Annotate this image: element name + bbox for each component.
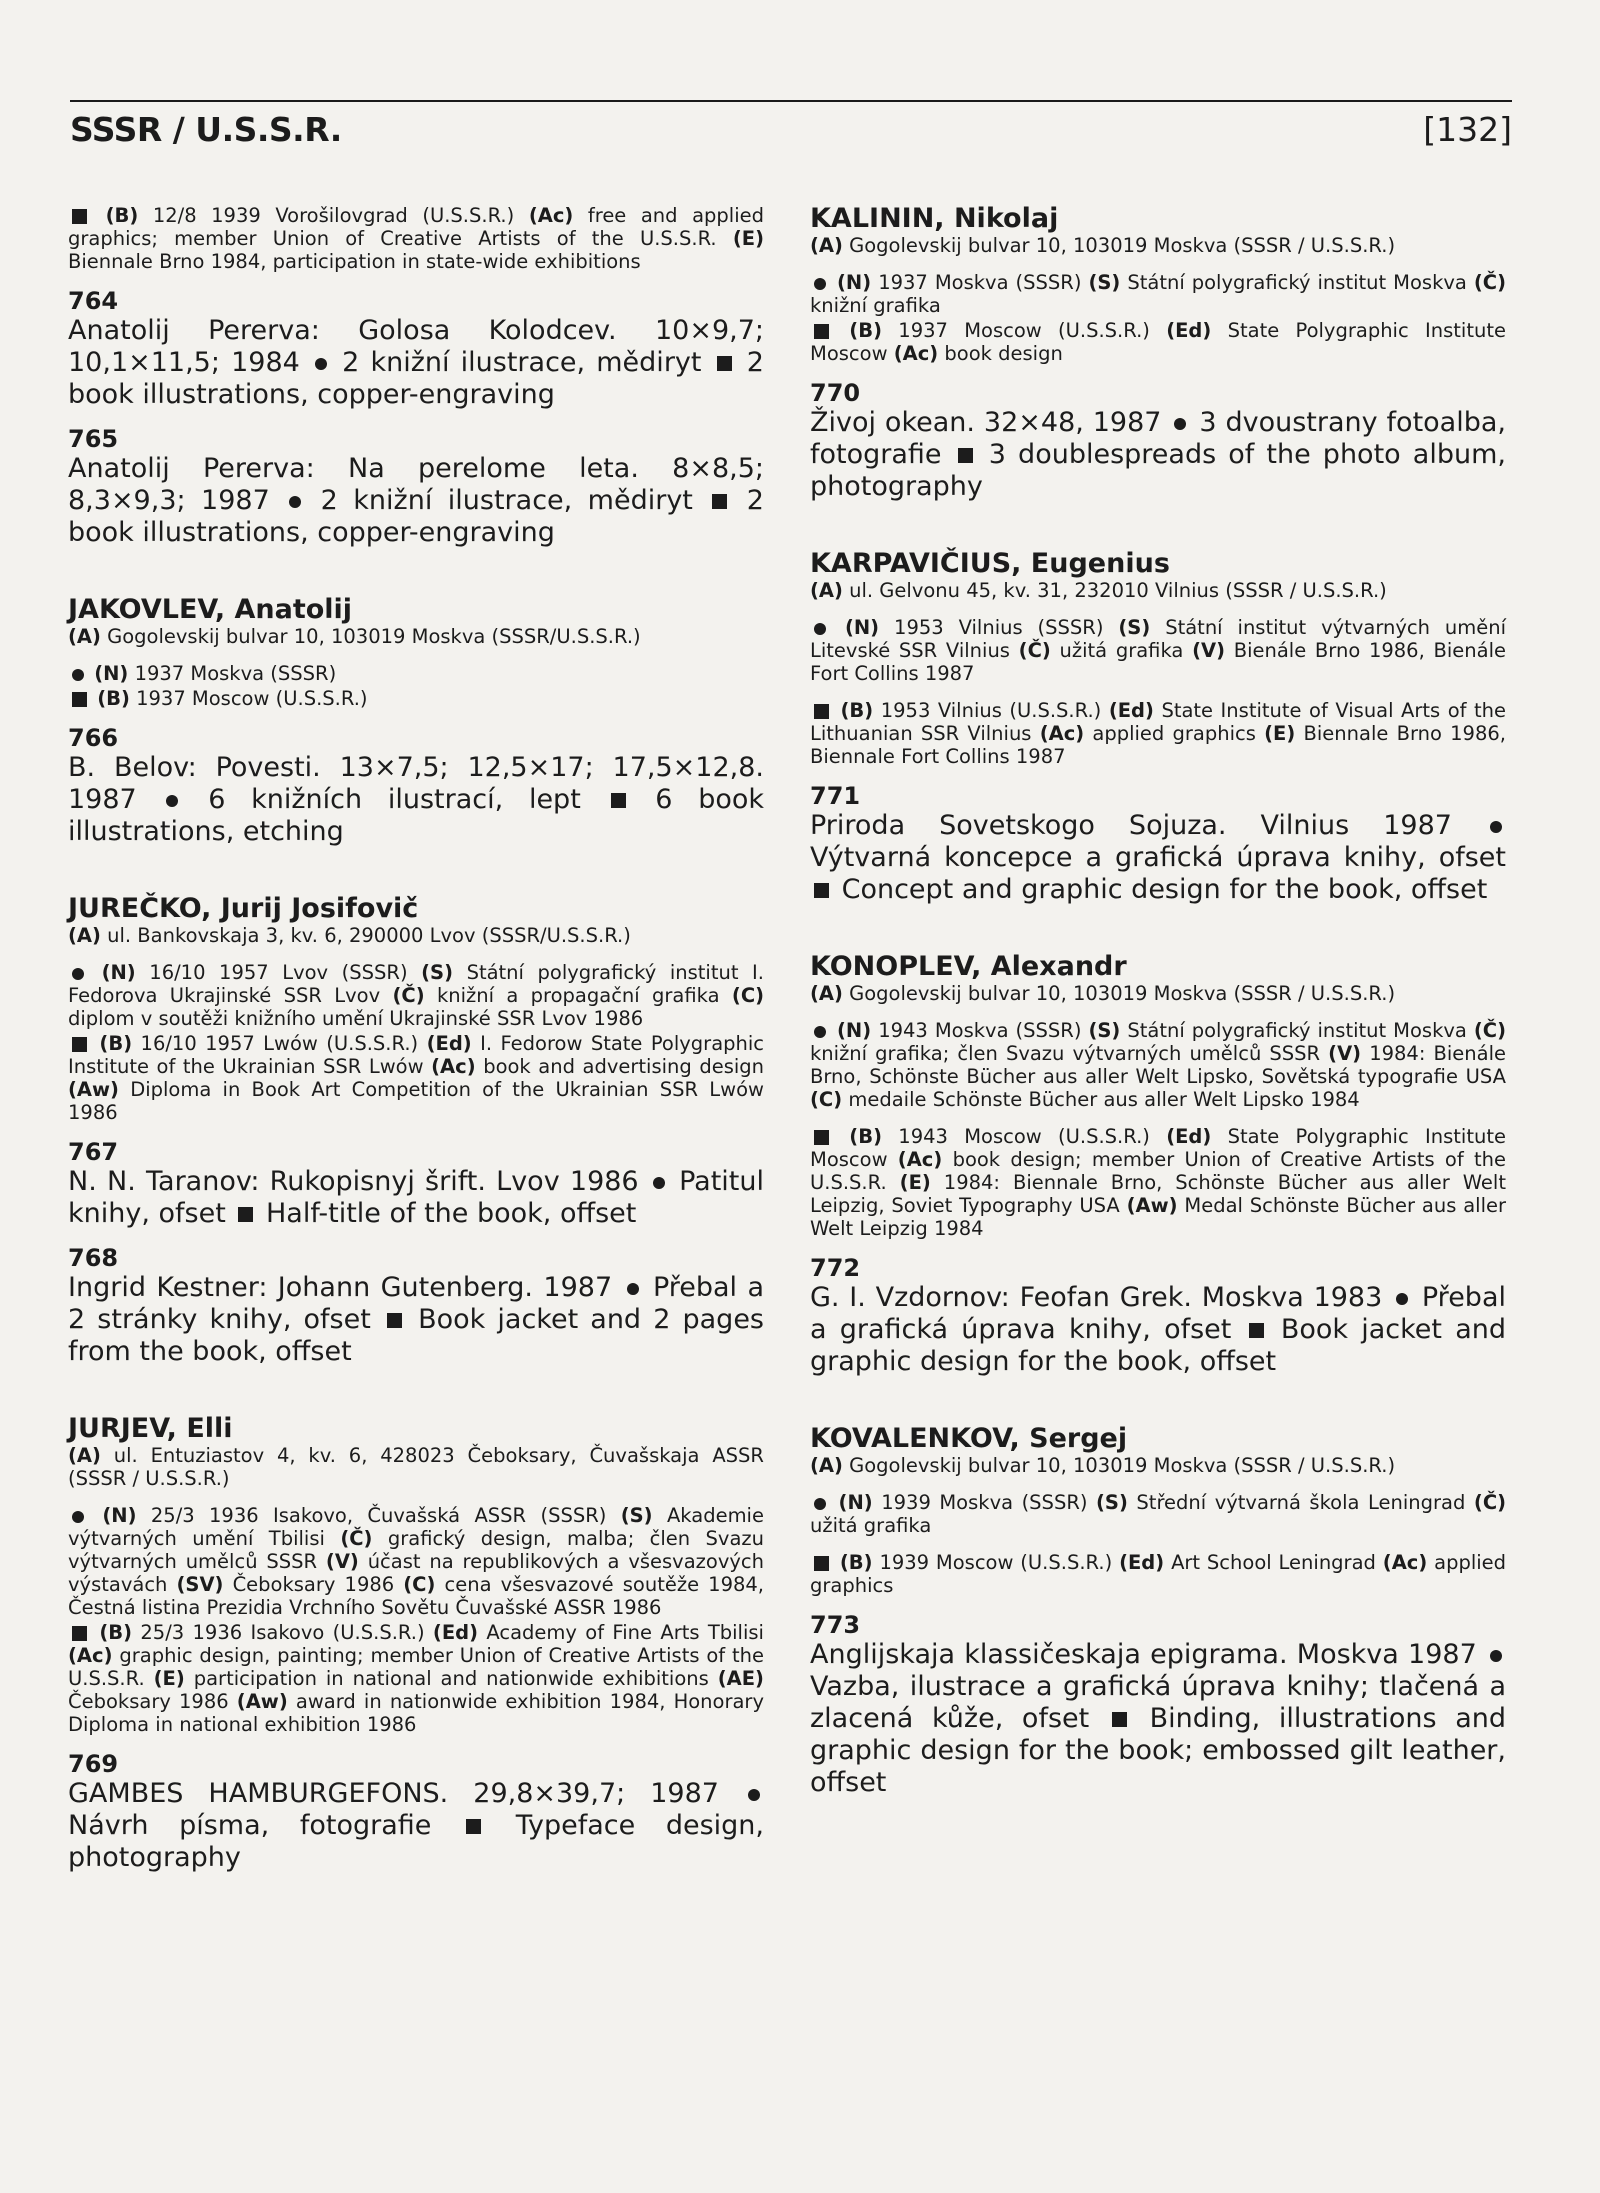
english-marker-icon [72, 692, 87, 707]
work-number: 773 [810, 1611, 861, 1639]
english-marker-icon [717, 356, 732, 371]
english-marker-icon [611, 793, 626, 808]
page-title: SSSR / U.S.S.R. [70, 110, 342, 149]
work-description: GAMBES HAMBURGEFONS. 29,8×39,7; 1987 Návrh písma, fotografie Typeface design, photography [68, 1778, 764, 1873]
artist-address: (A) Gogolevskij bulvar 10, 103019 Moskva (SSSR / U.S.S.R.) [810, 234, 1396, 257]
work-number: 765 [68, 425, 119, 453]
page-header [70, 100, 1512, 154]
left-column [68, 204, 764, 1874]
english-marker-icon [466, 1819, 481, 1834]
czech-marker-icon [814, 1498, 826, 1510]
entry-bio-en: (B) 1937 Moscow (U.S.S.R.) (Ed) State Polygraphic Institute Moscow (Ac) book design [810, 319, 1506, 365]
artist-name: JAKOVLEV, Anatolij [68, 594, 353, 625]
czech-marker-icon [1490, 821, 1502, 833]
work-description: Anatolij Pererva: Golosa Kolodcev. 10×9,7; 10,1×11,5; 1984 2 knižní ilustrace, mědiryt 2 book illustrations, copper-engraving [68, 315, 764, 410]
entry-bio-cz: (N) 16/10 1957 Lvov (SSSR) (S) Státní polygrafický institut I. Fedorova Ukrajinské SSR Lvov (Č) knižní a propagační grafika (C) diplom v soutěži knižního umění Ukrajinské SSR Lvov 1986 [68, 961, 765, 1030]
artist-name: JURJEV, Elli [68, 1413, 233, 1444]
entry-bio-en: (B) 1953 Vilnius (U.S.S.R.) (Ed) State Institute of Visual Arts of the Lithuanian SSR Vilnius (Ac) applied graphics (E) Biennale Brno 1986, Biennale Fort Collins 1987 [810, 699, 1507, 768]
english-marker-icon [814, 1556, 829, 1571]
artist-address: (A) Gogolevskij bulvar 10, 103019 Moskva (SSSR / U.S.S.R.) [810, 1454, 1396, 1477]
work-description: G. I. Vzdornov: Feofan Grek. Moskva 1983 Přebal a grafická úprava knihy, ofset Book jacket and graphic design for the book, offset [810, 1282, 1506, 1377]
czech-marker-icon [653, 1177, 665, 1189]
work-number: 771 [810, 782, 861, 810]
work-number: 766 [68, 724, 119, 752]
czech-marker-icon [72, 968, 84, 980]
czech-marker-icon [748, 1789, 760, 1801]
czech-marker-icon [72, 669, 84, 681]
entry-bio-en: (B) 16/10 1957 Lwów (U.S.S.R.) (Ed) I. Fedorow State Polygraphic Institute of the Ukrainian SSR Lwów (Ac) book and advertising design (Aw) Diploma in Book Art Competition of the Ukrainian SSR Lwów 1986 [68, 1032, 765, 1124]
work-number: 768 [68, 1244, 119, 1272]
english-marker-icon [958, 448, 973, 463]
entry-bio-cz: (N) 1939 Moskva (SSSR) (S) Střední výtvarná škola Leningrad (Č) užitá grafika [810, 1491, 1507, 1537]
czech-marker-icon [1490, 1650, 1502, 1662]
work-description: B. Belov: Povesti. 13×7,5; 12,5×17; 17,5×12,8. 1987 6 knižních ilustrací, lept 6 book illustrations, etching [68, 752, 765, 847]
work-description: Anatolij Pererva: Na perelome leta. 8×8,5; 8,3×9,3; 1987 2 knižní ilustrace, mědiryt 2 book illustrations, copper-engraving [68, 453, 764, 548]
work-description: Ingrid Kestner: Johann Gutenberg. 1987 Přebal a 2 stránky knihy, ofset Book jacket and 2 pages from the book, offset [68, 1272, 764, 1367]
english-marker-icon [814, 324, 829, 339]
work-description: Živoj okean. 32×48, 1987 3 dvoustrany fotoalba, fotografie 3 doublespreads of the photo album, photography [810, 407, 1506, 502]
entry-bio-cz: (N) 1937 Moskva (SSSR) [68, 662, 764, 685]
artist-name: KONOPLEV, Alexandr [810, 951, 1127, 982]
czech-marker-icon [1396, 1293, 1408, 1305]
entry-bio-en: (B) 1943 Moscow (U.S.S.R.) (Ed) State Polygraphic Institute Moscow (Ac) book design; member Union of Creative Artists of the U.S.S.R. (E) 1984: Biennale Brno, Schönste Bücher aus aller Welt Leipzig, Soviet Typography USA (Aw) Medal Schönste Bücher aus aller Welt Leipzig 1984 [810, 1125, 1507, 1240]
czech-marker-icon [289, 496, 301, 508]
english-marker-icon [72, 1037, 87, 1052]
work-number: 767 [68, 1138, 119, 1166]
work-number: 769 [68, 1750, 119, 1778]
entry-bio-en: (B) 25/3 1936 Isakovo (U.S.S.R.) (Ed) Academy of Fine Arts Tbilisi (Ac) graphic design, painting; member Union of Creative Artists of the U.S.S.R. (E) participation in national and nationwide exhibitions (AE) Čeboksary 1986 (Aw) award in nationwide exhibition 1984, Honorary Diploma in national exhibition 1986 [68, 1621, 764, 1736]
english-marker-icon [387, 1313, 402, 1328]
artist-name: KALININ, Nikolaj [810, 203, 1059, 234]
english-marker-icon [814, 883, 829, 898]
artist-address: (A) ul. Bankovskaja 3, kv. 6, 290000 Lvov (SSSR/U.S.S.R.) [68, 924, 631, 947]
work-description: Anglijskaja klassičeskaja epigrama. Moskva 1987 Vazba, ilustrace a grafická úprava knihy; tlačená a zlacená kůže, ofset Binding, illustrations and graphic design for the book; embossed gilt leather, offset [810, 1639, 1507, 1798]
english-marker-icon [814, 704, 829, 719]
czech-marker-icon [814, 278, 826, 290]
entry-bio-cz: (N) 25/3 1936 Isakovo, Čuvašská ASSR (SSSR) (S) Akademie výtvarných umění Tbilisi (Č) grafický design, malba; člen Svazu výtvarných umělců SSSR (V) účast na republikových a všesvazových výstavách (SV) Čeboksary 1986 (C) cena všesvazové soutěže 1984, Čestná listina Prezidia Vrchního Sovětu Čuvašské ASSR 1986 [68, 1504, 765, 1619]
czech-marker-icon [315, 358, 327, 370]
czech-marker-icon [814, 623, 826, 635]
artist-name: JUREČKO, Jurij Josifovič [68, 893, 419, 924]
czech-marker-icon [166, 795, 178, 807]
entry-bio-cz: (N) 1953 Vilnius (SSSR) (S) Státní institut výtvarných umění Litevské SSR Vilnius (Č) užitá grafika (V) Bienále Brno 1986, Bienále Fort Collins 1987 [810, 616, 1507, 685]
right-column [810, 204, 1506, 1799]
artist-name: KARPAVIČIUS, Eugenius [810, 548, 1170, 579]
work-description: N. N. Taranov: Rukopisnyj šrift. Lvov 1986 Patitul knihy, ofset Half-title of the book, offset [68, 1166, 764, 1229]
artist-address: (A) Gogolevskij bulvar 10, 103019 Moskva (SSSR/U.S.S.R.) [68, 625, 641, 648]
english-marker-icon [72, 1626, 87, 1641]
english-marker-icon [238, 1207, 253, 1222]
czech-marker-icon [72, 1511, 84, 1523]
entry-bio-cz: (N) 1943 Moskva (SSSR) (S) Státní polygrafický institut Moskva (Č) knižní grafika; člen Svazu výtvarných umělců SSSR (V) 1984: Bienále Brno, Schönste Bücher aus aller Welt Lipsko, Sovětská typografie USA (C) medaile Schönste Bücher aus aller Welt Lipsko 1984 [810, 1019, 1507, 1111]
work-number: 770 [810, 379, 861, 407]
artist-address: (A) ul. Entuziastov 4, kv. 6, 428023 Čeboksary, Čuvašskaja ASSR (SSSR / U.S.S.R.) [68, 1444, 764, 1490]
work-number: 764 [68, 287, 119, 315]
work-description: Priroda Sovetskogo Sojuza. Vilnius 1987 Výtvarná koncepce a grafická úprava knihy, ofset Concept and graphic design for the book, offset [810, 810, 1506, 905]
page-number: [132] [1423, 110, 1512, 149]
artist-name: KOVALENKOV, Sergej [810, 1423, 1128, 1454]
english-marker-icon [814, 1130, 829, 1145]
czech-marker-icon [1174, 418, 1186, 430]
artist-address: (A) ul. Gelvonu 45, kv. 31, 232010 Vilnius (SSSR / U.S.S.R.) [810, 579, 1387, 602]
entry-bio-cz: (N) 1937 Moskva (SSSR) (S) Státní polygrafický institut Moskva (Č) knižní grafika [810, 271, 1507, 317]
czech-marker-icon [814, 1026, 826, 1038]
english-marker-icon [712, 494, 727, 509]
english-marker-icon [72, 209, 87, 224]
work-number: 772 [810, 1254, 861, 1282]
czech-marker-icon [627, 1283, 639, 1295]
english-marker-icon [1112, 1712, 1127, 1727]
english-marker-icon [1249, 1323, 1264, 1338]
artist-address: (A) Gogolevskij bulvar 10, 103019 Moskva (SSSR / U.S.S.R.) [810, 982, 1396, 1005]
entry-bio-en: (B) 1939 Moscow (U.S.S.R.) (Ed) Art School Leningrad (Ac) applied graphics [810, 1551, 1507, 1597]
entry-bio-en: (B) 12/8 1939 Vorošilovgrad (U.S.S.R.) (Ac) free and applied graphics; member Union of Creative Artists of the U.S.S.R. (E) Biennale Brno 1984, participation in state-wide exhibitions [68, 204, 765, 273]
entry-bio-en: (B) 1937 Moscow (U.S.S.R.) [68, 687, 764, 710]
